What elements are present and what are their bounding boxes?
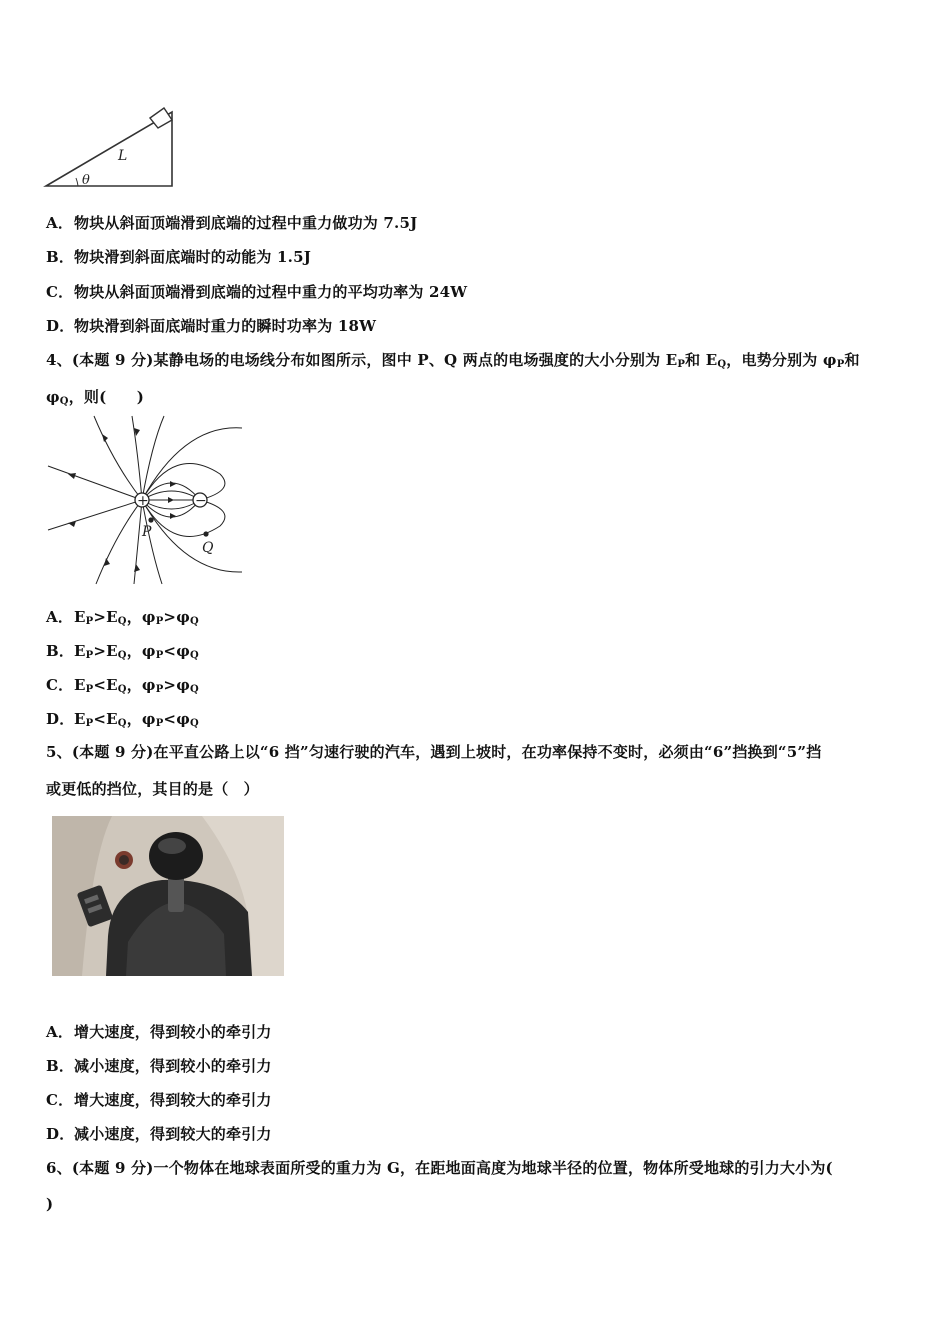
q5-option-c: C．增大速度，得到较大的牵引力 (46, 1091, 272, 1109)
field-lines-figure (44, 414, 248, 586)
label-p: P (142, 524, 152, 540)
q5-option-a: A．增大速度，得到较小的牵引力 (46, 1023, 272, 1041)
q6-stem-line1: 6、(本题 9 分)一个物体在地球表面所受的重力为 G，在距地面高度为地球半径的位置，物体所受地球的引力大小为( (46, 1159, 833, 1177)
q6-stem-line2: ) (46, 1195, 54, 1213)
q3-option-b: B．物块滑到斜面底端时的动能为 1.5J (46, 248, 312, 266)
point-p (148, 517, 153, 522)
q4-option-a: A．$E_P>E_Q$，$\varphi_P>\varphi_Q$ (46, 608, 199, 627)
block-shape (150, 108, 172, 128)
q4-option-b: B．$E_P>E_Q$，$\varphi_P<\varphi_Q$ (46, 642, 199, 661)
q5-option-b: B．减小速度，得到较小的牵引力 (46, 1057, 272, 1075)
point-q (203, 531, 208, 536)
label-q: Q (202, 540, 214, 556)
q4-stem-line1: 4、(本题 9 分)某静电场的电场线分布如图所示，图中 P、Q 两点的电场强度的大小分别为 $E_P$和 $E_Q$，电势分别为 $\varphi_P$和 (46, 351, 860, 370)
negative-charge-sign: − (195, 493, 207, 509)
label-theta: θ (82, 173, 90, 188)
label-L: L (118, 148, 128, 164)
gear-shift-photo (52, 816, 284, 976)
q5-option-d: D．减小速度，得到较大的牵引力 (46, 1125, 272, 1143)
q5-stem-line1: 5、(本题 9 分)在平直公路上以“6 挡”匀速行驶的汽车，遇到上坡时，在功率保持不变时，必须由“6”挡换到“5”挡 (46, 743, 822, 761)
q4-stem-line2: $\varphi_Q$，则( ) (46, 388, 145, 407)
q4-option-d: D．$E_P<E_Q$，$\varphi_P<\varphi_Q$ (46, 710, 199, 729)
q5-stem-line2: 或更低的挡位，其目的是（ ） (46, 780, 259, 798)
q3-option-a: A．物块从斜面顶端滑到底端的过程中重力做功为 7.5J (46, 214, 418, 232)
q3-option-c: C．物块从斜面顶端滑到底端的过程中重力的平均功率为 24W (46, 283, 468, 301)
incline-figure (40, 96, 180, 192)
q4-option-c: C．$E_P<E_Q$，$\varphi_P>\varphi_Q$ (46, 676, 199, 695)
q3-option-d: D．物块滑到斜面底端时重力的瞬时功率为 18W (46, 317, 377, 335)
positive-charge-sign: + (137, 493, 149, 509)
